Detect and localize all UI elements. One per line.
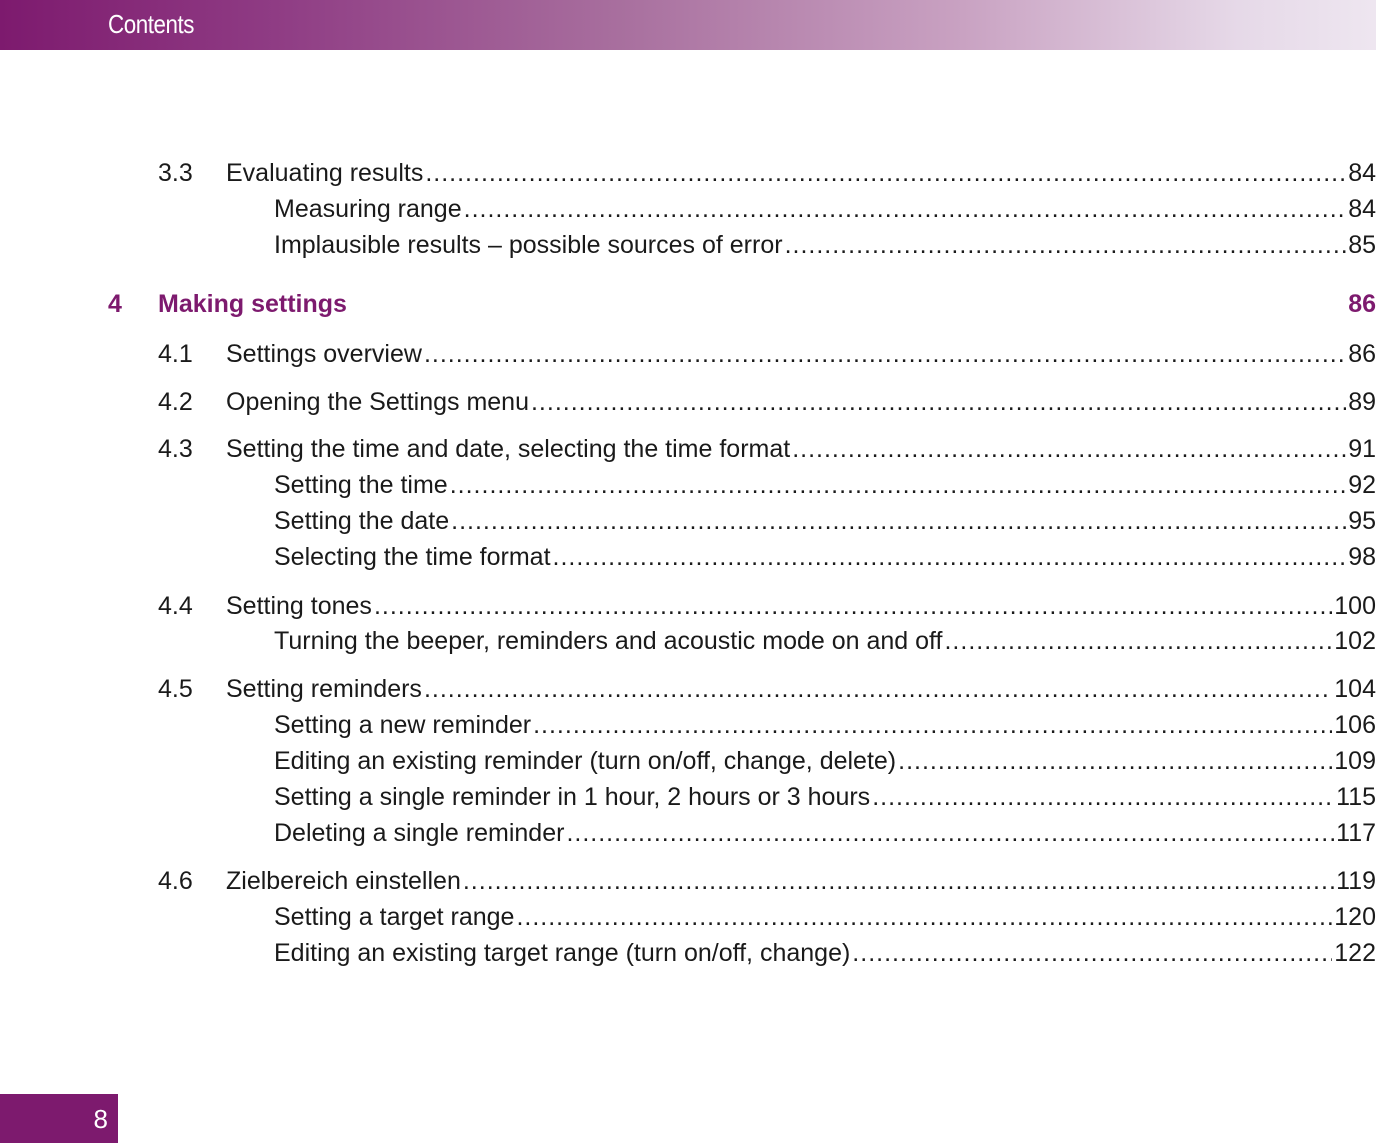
toc-leader-dots	[553, 542, 1347, 572]
toc-subsection-entry[interactable]	[274, 938, 1376, 968]
page-number-box	[0, 1094, 118, 1143]
toc-leader-dots	[566, 818, 1334, 848]
toc-entry-page: 117	[1336, 819, 1376, 847]
toc-entry-title: Setting the date	[274, 507, 450, 535]
chapter-number: 4	[108, 290, 122, 318]
toc-subsection-entry[interactable]	[274, 782, 1376, 812]
toc-entry-title: Editing an existing target range (turn on/off, change)	[274, 939, 851, 967]
toc-entry-title: Turning the beeper, reminders and acoustic mode on and off	[274, 627, 943, 655]
toc-subsection-entry[interactable]	[274, 230, 1376, 260]
toc-entry-page: 89	[1348, 388, 1376, 416]
toc-leader-dots	[898, 746, 1332, 776]
toc-entry-page: 104	[1334, 675, 1376, 703]
toc-entry-page: 106	[1334, 711, 1376, 739]
toc-leader-dots	[792, 434, 1346, 464]
toc-leader-dots	[424, 339, 1346, 369]
toc-entry-title: Setting tones	[226, 592, 372, 620]
toc-section-number: 4.6	[158, 867, 193, 895]
toc-entry-page: 109	[1334, 747, 1376, 775]
toc-entry-title: Setting reminders	[226, 675, 422, 703]
toc-entry-page: 100	[1334, 592, 1376, 620]
chapter-title: Making settings	[158, 290, 347, 318]
toc-entry-title: Setting the time	[274, 471, 448, 499]
toc-subsection-entry[interactable]	[274, 470, 1376, 500]
toc-section-number: 3.3	[158, 159, 193, 187]
toc-section-number: 4.5	[158, 675, 193, 703]
toc-section-number: 4.3	[158, 435, 193, 463]
toc-entry-page: 102	[1334, 627, 1376, 655]
toc-entry-page: 91	[1348, 435, 1376, 463]
toc-leader-dots	[852, 938, 1332, 968]
toc-leader-dots	[451, 506, 1346, 536]
toc-leader-dots	[425, 158, 1346, 188]
toc-entry-title: Setting a new reminder	[274, 711, 532, 739]
toc-subsection-entry[interactable]	[274, 542, 1376, 572]
toc-entry-title: Selecting the time format	[274, 543, 551, 571]
toc-leader-dots	[944, 626, 1332, 656]
toc-entry-page: 95	[1348, 507, 1376, 535]
toc-leader-dots	[424, 674, 1332, 704]
toc-leader-dots	[872, 782, 1334, 812]
toc-entry-title: Settings overview	[226, 340, 422, 368]
toc-entry-title: Setting a single reminder in 1 hour, 2 hours or 3 hours	[274, 783, 871, 811]
toc-entry-title: Setting the time and date, selecting the time format	[226, 435, 791, 463]
toc-entry-page: 120	[1334, 903, 1376, 931]
toc-entry-page: 98	[1348, 543, 1376, 571]
toc-entry-page: 86	[1348, 340, 1376, 368]
toc-subsection-entry[interactable]	[274, 506, 1376, 536]
toc-section-entry[interactable]	[158, 387, 1376, 417]
chapter-page: 86	[1348, 290, 1376, 318]
toc-entry-page: 92	[1348, 471, 1376, 499]
toc-section-number: 4.1	[158, 340, 193, 368]
header-title: Contents	[108, 9, 195, 39]
toc-leader-dots	[464, 194, 1347, 224]
toc-entry-title: Setting a target range	[274, 903, 515, 931]
toc-entry-page: 84	[1348, 195, 1376, 223]
toc-section-number: 4.2	[158, 388, 193, 416]
toc-entry-page: 84	[1348, 159, 1376, 187]
toc-subsection-entry[interactable]	[274, 902, 1376, 932]
toc-section-number: 4.4	[158, 592, 193, 620]
toc-section-entry[interactable]	[158, 674, 1376, 704]
toc-leader-dots	[463, 866, 1334, 896]
toc-entry-page: 85	[1348, 231, 1376, 259]
toc-leader-dots	[450, 470, 1346, 500]
toc-subsection-entry[interactable]	[274, 710, 1376, 740]
toc-entry-page: 122	[1334, 939, 1376, 967]
toc-entry-title: Evaluating results	[226, 159, 424, 187]
toc-entry-title: Zielbereich einstellen	[226, 867, 461, 895]
toc-leader-dots	[533, 710, 1332, 740]
toc-subsection-entry[interactable]	[274, 746, 1376, 776]
toc-entry-title: Measuring range	[274, 195, 462, 223]
toc-leader-dots	[785, 230, 1347, 260]
toc-subsection-entry[interactable]	[274, 194, 1376, 224]
page-number: 8	[93, 1104, 108, 1134]
toc-entry-title: Opening the Settings menu	[226, 388, 529, 416]
header-bar	[0, 0, 1376, 50]
toc-section-entry[interactable]	[158, 591, 1376, 621]
toc-subsection-entry[interactable]	[274, 626, 1376, 656]
toc-entry-title: Editing an existing reminder (turn on/off, change, delete)	[274, 747, 897, 775]
toc-leader-dots	[516, 902, 1332, 932]
toc-leader-dots	[531, 387, 1346, 417]
toc-section-entry[interactable]	[158, 434, 1376, 464]
toc-entry-page: 119	[1336, 867, 1376, 895]
toc-entry-title: Implausible results – possible sources of error	[274, 231, 783, 259]
toc-section-entry[interactable]	[158, 339, 1376, 369]
toc-entry-page: 115	[1336, 783, 1376, 811]
toc-leader-dots	[374, 591, 1332, 621]
toc-section-entry[interactable]	[158, 158, 1376, 188]
toc-entry-title: Deleting a single reminder	[274, 819, 565, 847]
toc-section-entry[interactable]	[158, 866, 1376, 896]
toc-subsection-entry[interactable]	[274, 818, 1376, 848]
